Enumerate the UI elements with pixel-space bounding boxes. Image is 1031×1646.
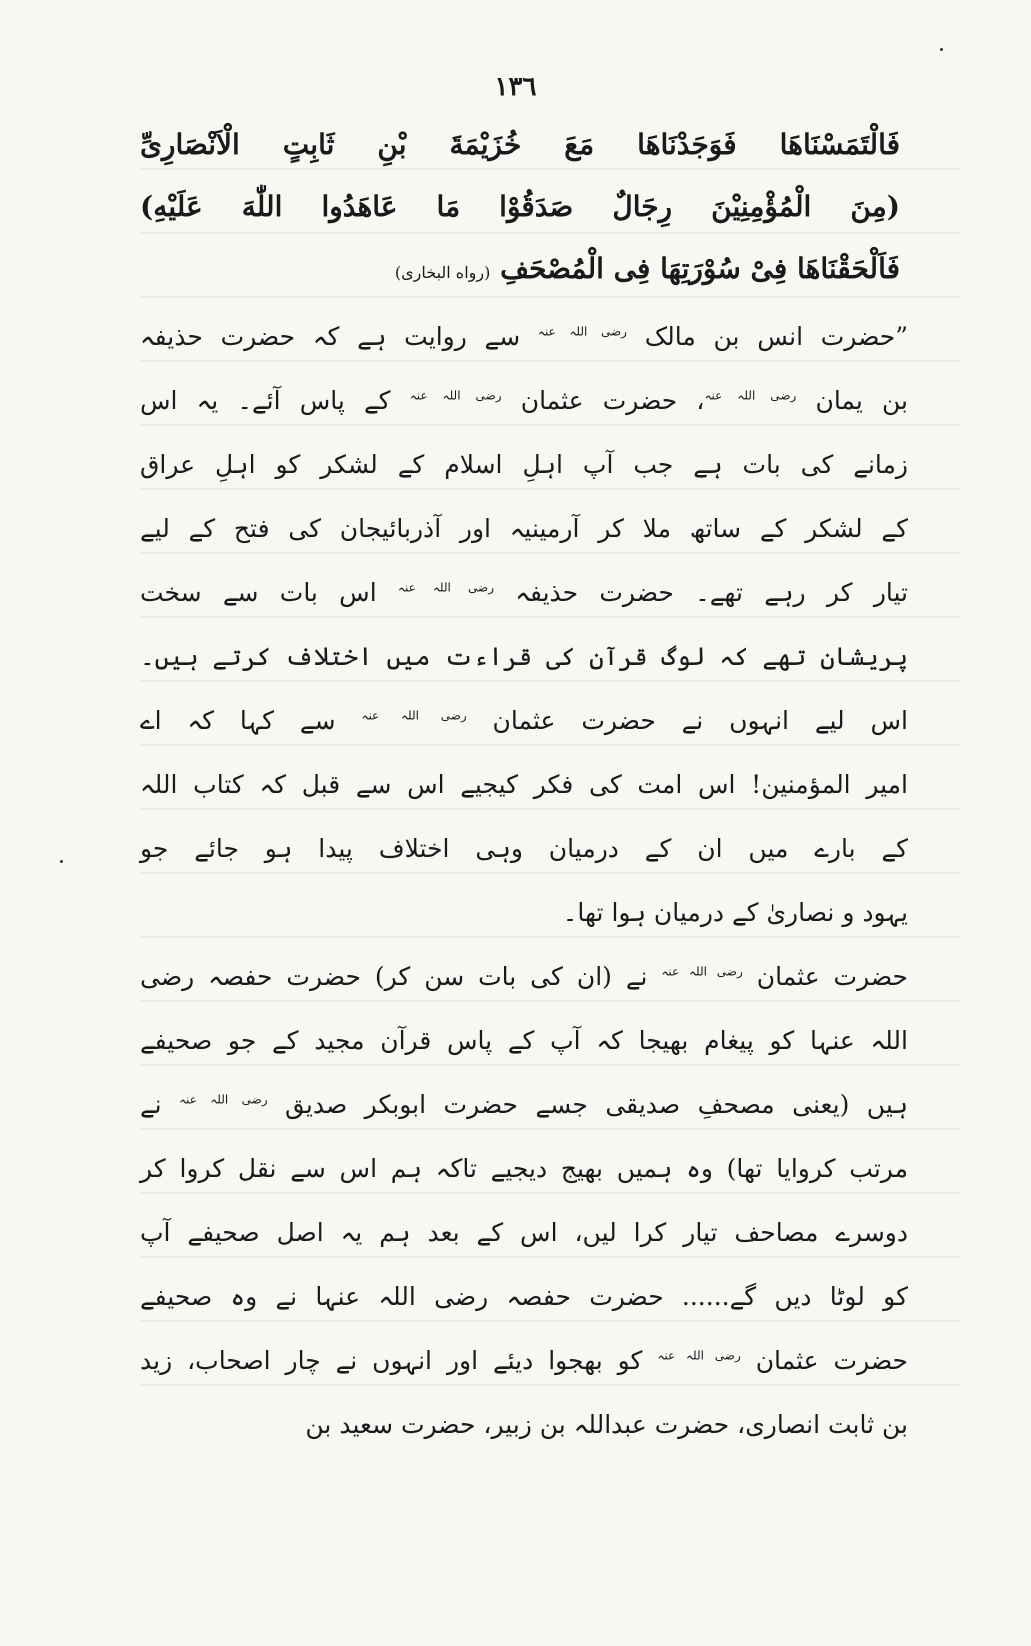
urdu-line: امیر المؤمنین! اس امت کی فکر کیجیے اس سے قبل کہ کتاب اللہ	[140, 770, 908, 799]
arabic-verse-line-1: فَالْتَمَسْنَاهَا فَوَجَدْنَاهَا مَعَ خُزَيْمَةَ بْنِ ثَابِتٍ الْاَنْصَارِیِّ	[140, 128, 900, 161]
page-number: ١٣٦	[494, 72, 537, 102]
scan-speck	[60, 860, 63, 863]
urdu-line: ہیں (یعنی مصحفِ صدیقی جسے حضرت ابوبکر صدیق $^{رضی اللہ عنہ}$ نے	[140, 1090, 909, 1119]
hadith-reference: (رواه البخاری)	[394, 263, 491, 282]
honorific-mark: رضی اللہ عنہ	[704, 388, 797, 403]
urdu-line: زمانے کی بات ہے جب آپ اہلِ اسلام کے لشکر کو اہلِ عراق	[140, 450, 908, 479]
urdu-line: دوسرے مصاحف تیار کرا لیں، اس کے بعد ہم یہ اصل صحیفے آپ	[140, 1218, 908, 1247]
honorific-mark: رضی اللہ عنہ	[179, 1092, 268, 1107]
urdu-line: تیار کر رہے تھے۔ حضرت حذیفہ $^{رضی اللہ عنہ}$ اس بات سے سخت	[140, 578, 909, 607]
urdu-line: حضرت عثمان $^{رضی اللہ عنہ}$ کو بھجوا دیئے اور انہوں نے چار اصحاب، زید	[140, 1346, 908, 1375]
honorific-mark: رضی اللہ عنہ	[657, 1348, 741, 1363]
honorific-mark: رضی اللہ عنہ	[409, 388, 502, 403]
urdu-line: کے بارے میں ان کے درمیان وہی اختلاف پیدا ہو جائے جو	[140, 834, 908, 863]
honorific-mark: رضی اللہ عنہ	[661, 964, 743, 979]
urdu-line: یہود و نصاریٰ کے درمیان ہوا تھا۔	[562, 898, 908, 927]
urdu-line: بن ثابت انصاری، حضرت عبداللہ بن زبیر، حضرت سعید بن	[305, 1410, 908, 1439]
urdu-line: پریشان تھے کہ لوگ قرآن کی قراءت میں اختلاف کرتے ہیں۔	[140, 642, 908, 671]
honorific-mark: رضی اللہ عنہ	[397, 580, 495, 595]
urdu-line: کو لوٹا دیں گے...... حضرت حفصہ رضی اللہ عنہا نے وہ صحیفے	[140, 1282, 908, 1311]
urdu-line: بن یمان $^{رضی اللہ عنہ}$، حضرت عثمان $^{رضی اللہ عنہ}$ کے پاس آئے۔ یہ اس	[140, 386, 908, 415]
urdu-line: کے لشکر کے ساتھ ملا کر آرمینیہ اور آذربائیجان کی فتح کے لیے	[140, 514, 908, 543]
urdu-line: ”حضرت انس بن مالک $^{رضی اللہ عنہ}$ سے روایت ہے کہ حضرت حذیفہ	[140, 322, 909, 351]
urdu-line: مرتب کروایا تھا) وہ ہمیں بھیج دیجیے تاکہ ہم اس سے نقل کروا کر	[140, 1154, 908, 1183]
honorific-mark: رضی اللہ عنہ	[361, 708, 467, 723]
urdu-line: حضرت عثمان $^{رضی اللہ عنہ}$ نے (ان کی بات سن کر) حضرت حفصہ رضی	[140, 962, 909, 991]
arabic-verse-text: فَاَلْحَقْنَاهَا فِیْ سُوْرَتِهَا فِی الْمُصْحَفِ	[500, 252, 900, 285]
urdu-line: اس لیے انہوں نے حضرت عثمان $^{رضی اللہ عنہ}$ سے کہا کہ اے	[140, 706, 908, 735]
scan-speck	[940, 48, 943, 51]
urdu-line: اللہ عنہا کو پیغام بھیجا کہ آپ کے پاس قرآن مجید کے جو صحیفے	[140, 1026, 908, 1055]
honorific-mark: رضی اللہ عنہ	[537, 324, 627, 339]
arabic-verse-line-2: (مِنَ الْمُؤْمِنِيْنَ رِجَالٌ صَدَقُوْا مَا عَاهَدُوا اللّٰهَ عَلَيْهِ)	[140, 190, 900, 223]
arabic-verse-line-3	[140, 252, 900, 285]
